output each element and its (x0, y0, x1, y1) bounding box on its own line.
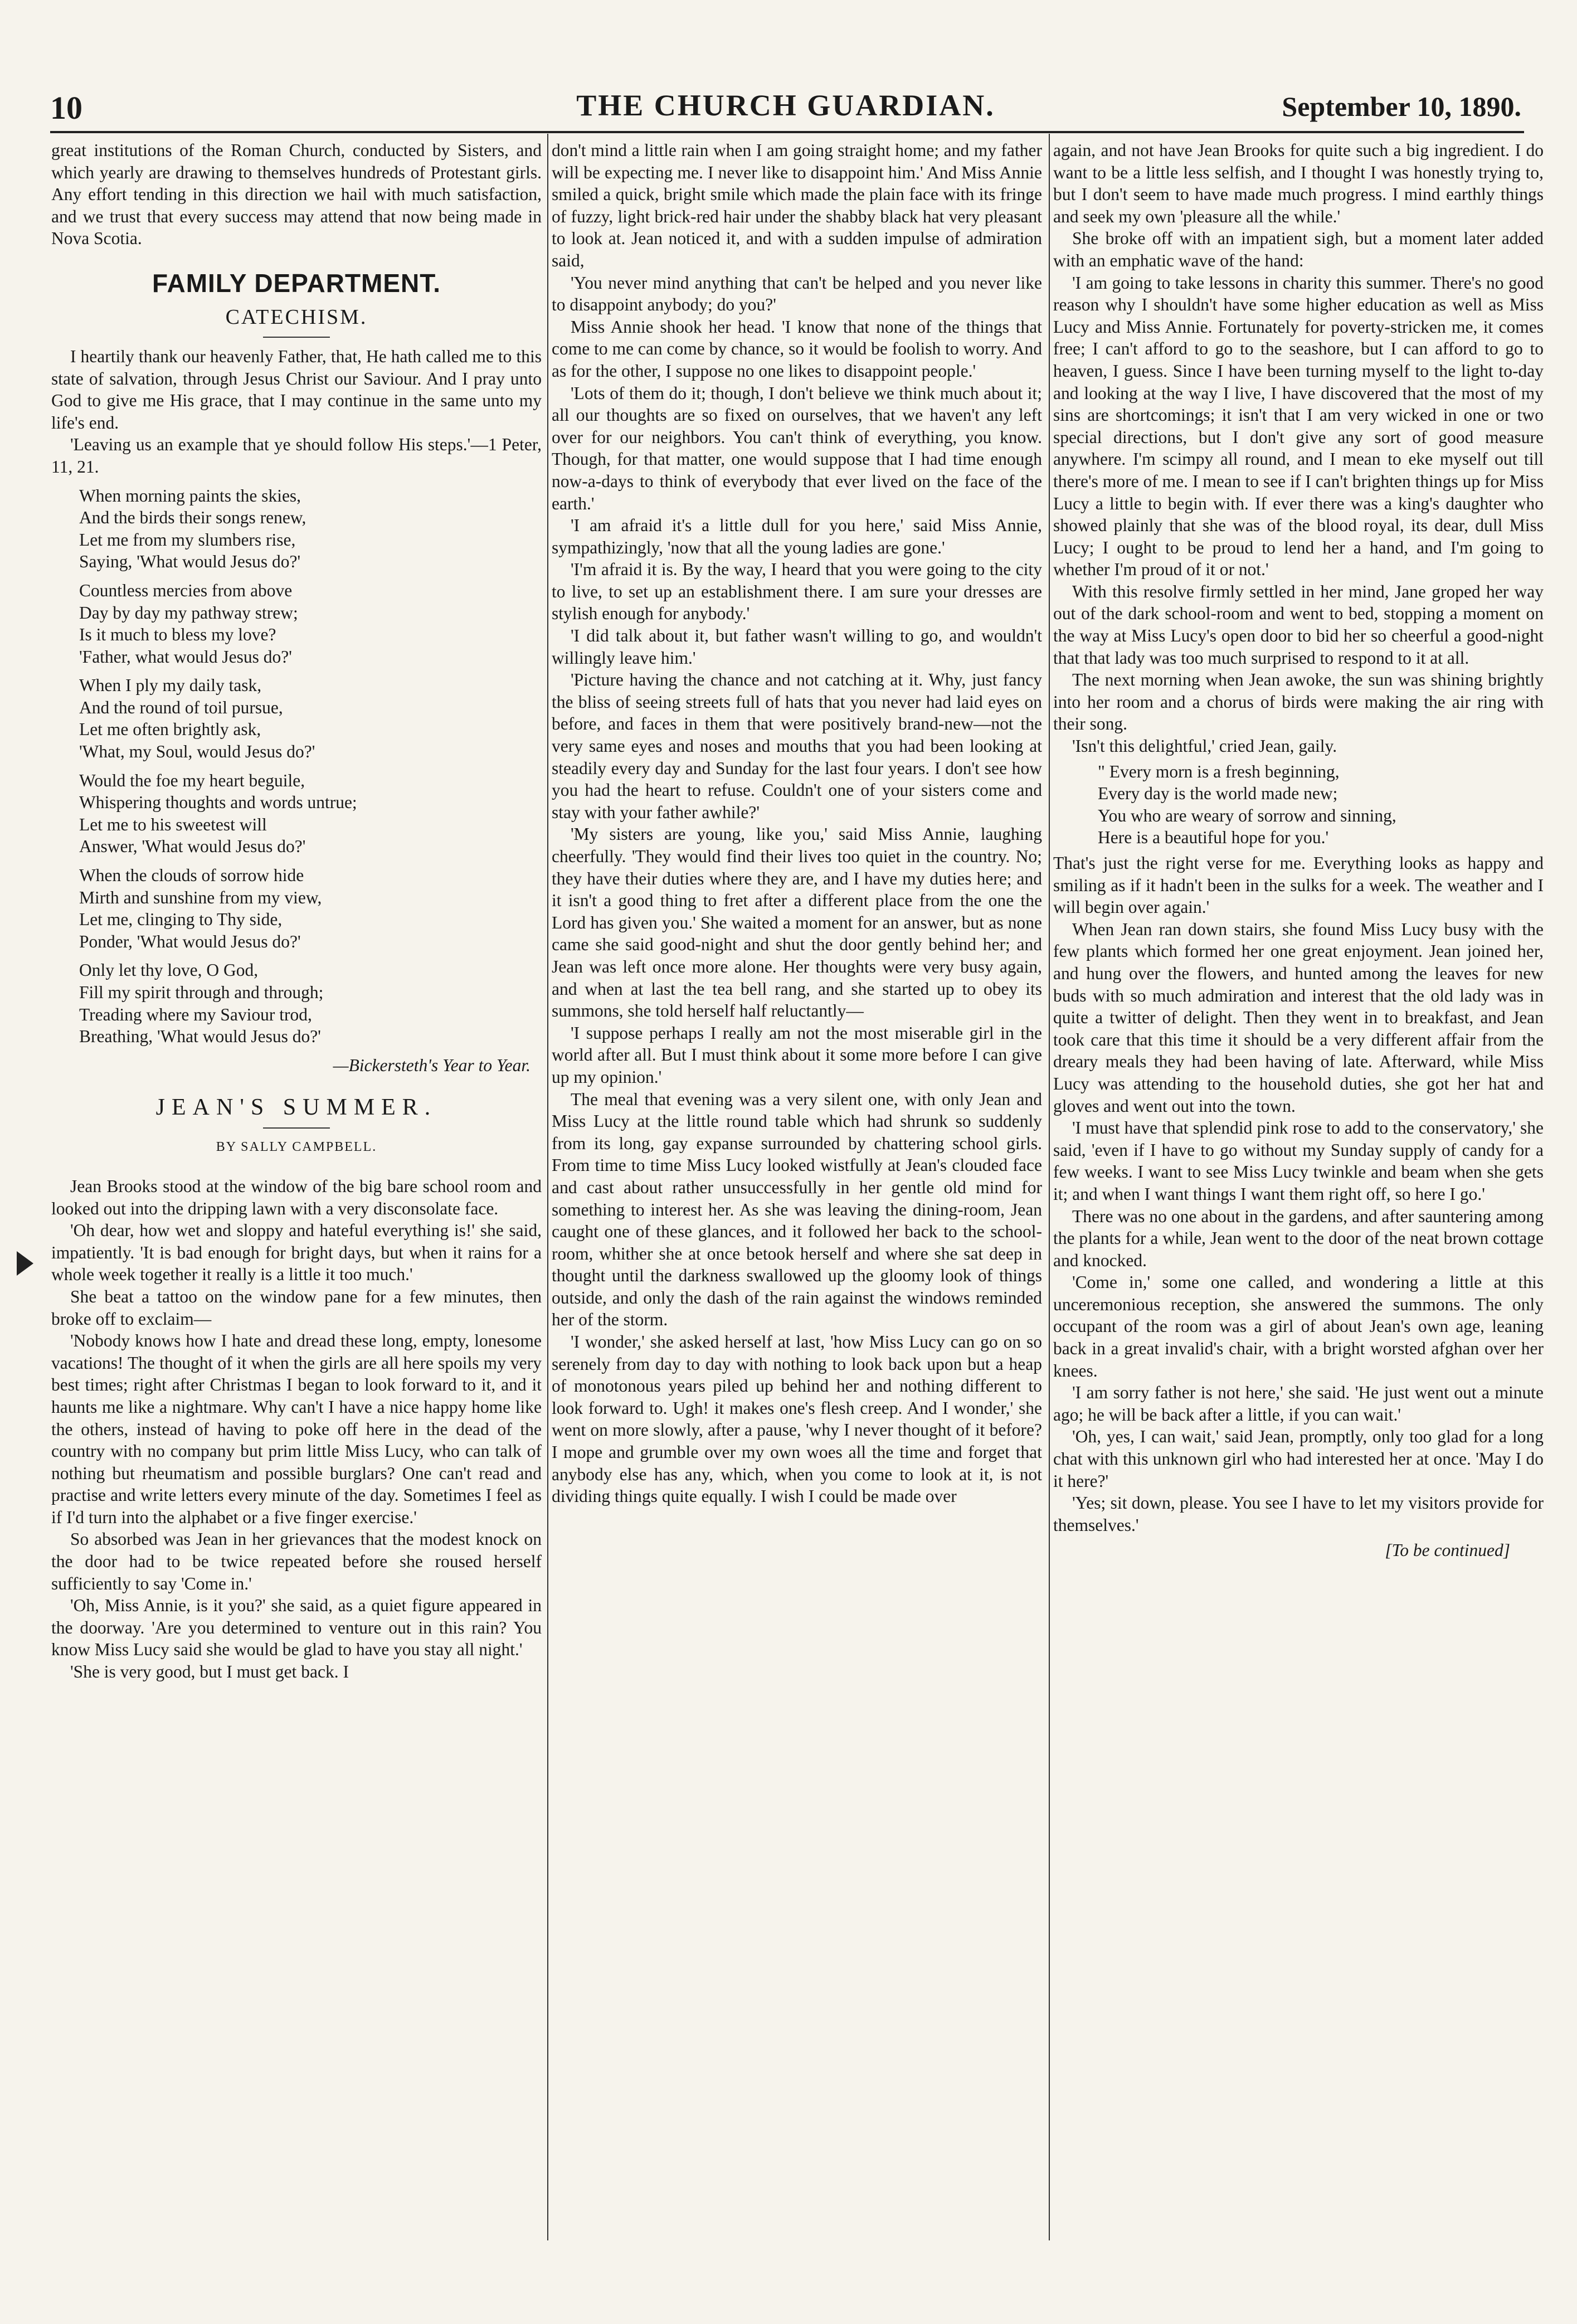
hymn (51, 485, 542, 1048)
verse-line: And the round of toil pursue, (79, 697, 283, 717)
masthead-title: THE CHURCH GUARDIAN. (576, 89, 995, 122)
verse-line: Is it much to bless my love? (79, 625, 276, 645)
verse-line: When I ply my daily task, (79, 675, 262, 696)
to-be-continued: [To be continued] (1385, 1540, 1510, 1560)
story-paragraph: She broke off with an impatient sigh, but a moment later added with an emphatic wave of the hand: (1053, 228, 1544, 270)
verse-line: Let me often brightly ask, (79, 719, 261, 740)
hymn-stanza (79, 580, 542, 668)
intro-paragraph: great institutions of the Roman Church, conducted by Sisters, and which yearly are drawing to themselves hundreds of Protestant girls. Any effort tending in this direction we hail with much satisfaction, and we trust that every success may attend that now being made in Nova Scotia. (51, 140, 542, 249)
story-paragraph: 'Nobody knows how I hate and dread these long, empty, lonesome vacations! The thought of it when the girls are all here spoils my very best times; right after Christmas I began to look forward to it, and it haunts me like a nightmare. Why can't I have a nice happy home like the others, instead of having to poke off here in the dead of the country with no company but prim little Miss Lucy, who can talk of nothing but rheumatism and possible burglars? One can't read and practise and write letters every minute of the day. Sometimes I feel as if I'd turn into the alphabet or a five finger exercise.' (51, 1331, 542, 1527)
verse-line: When morning paints the skies, (79, 485, 301, 505)
story-paragraph: 'You never mind anything that can't be helped and you never like to disappoint anybody; do you?' (552, 273, 1042, 315)
story-paragraph: Miss Annie shook her head. 'I know that none of the things that come to me can come by chance, so it would be foolish to worry. And as for the other, I suppose no one likes to disappoint people.' (552, 317, 1042, 381)
story-paragraph: She beat a tattoo on the window pane for a few minutes, then broke off to exclaim— (51, 1286, 542, 1329)
verse-line: You who are weary of sorrow and sinning, (1098, 805, 1396, 825)
story-paragraph: 'I must have that splendid pink rose to add to the conservatory,' she said, 'even if I have to go without my Sunday supply of candy for a few weeks. I want to see Miss Lucy twinkle and beam when she gets it; and when I want things I want them right off, so here I go.' (1053, 1118, 1544, 1204)
verse-line: Whispering thoughts and words untrue; (79, 793, 357, 813)
story-paragraph: The next morning when Jean awoke, the sun was shining brightly into her room and a chorus of birds were making the air ring with their song. (1053, 670, 1544, 734)
story-paragraph: So absorbed was Jean in her grievances that the modest knock on the door had to be twice repeated before she roused herself sufficiently to say 'Come in.' (51, 1529, 542, 1593)
story-part-1 (51, 1175, 542, 1683)
story-paragraph: don't mind a little rain when I am going straight home; and my father will be expecting me. I never like to disappoint him.' And Miss Annie smiled a quick, bright smile which made the plain face with its fringe of fuzzy, light brick-red hair under the shabby black hat very pleasant to look at. Jean noticed it, and with a sudden impulse of admiration said, (552, 140, 1042, 270)
hymn-stanza (79, 674, 542, 762)
quoted-verse (1098, 761, 1544, 849)
column-3 (1053, 139, 1544, 2252)
story-paragraph: 'Yes; sit down, please. You see I have to let my visitors provide for themselves.' (1053, 1493, 1544, 1535)
story-paragraph: 'My sisters are young, like you,' said Miss Annie, laughing cheerfully. 'They would find their lives too quiet in the country. No; they have their duties where they are, and I have my duties here; and it isn't a good thing to fret after a different place from the one the Lord has given you.' She waited a moment for an answer, but as none came she said good-night and shut the door gently behind her; and Jean was left once more alone. Her thoughts were very busy again, and when at last the tea bell rang, and she started up to obey its summons, she told herself half reluctantly— (552, 824, 1042, 1021)
verse-line: Mirth and sunshine from my view, (79, 887, 322, 907)
epigraph: 'Leaving us an example that ye should follow His steps.'—1 Peter, 11, 21. (51, 435, 542, 477)
story-paragraph: 'I am going to take lessons in charity this summer. There's no good reason why I shouldn't have some higher education as well as Miss Lucy and Miss Annie. Fortunately for poverty-stricken me, it comes free; I can't afford to go to the seashore, but I can afford to go to heaven, I guess. Since I have been turning myself to the light to-day and looking at the way I live, I have discovered that the most of my sins are shortcomings; it isn't that I am very wicked in one or two special directions, but I don't give any sort of good measure anywhere. I'm scimpy all round, and I mean to eke myself out till there's more of me. I mean to see if I can't brighten things up for Miss Lucy a little to begin with. If ever there was a king's daughter who showed plainly that she was of the blood royal, its dear, dull Miss Lucy; I ought to be proud to lend her a hand, and I'm going to whether I'm proud of it or not.' (1053, 273, 1544, 580)
story-paragraph: 'I suppose perhaps I really am not the most miserable girl in the world after all. But I must think about it some more before I can give up my opinion.' (552, 1023, 1042, 1087)
verse-line: Breathing, 'What would Jesus do?' (79, 1027, 321, 1047)
story-paragraph: 'I wonder,' she asked herself at last, 'how Miss Lucy can go on so serenely from day to day with nothing to look back upon but a heap of monotonous years piled up behind her and nothing different to look forward to. Ugh! it makes one's flesh creep. And I wonder,' she went on more slowly, after a pause, 'why I never thought of it before? I mope and grumble over my own woes all the time and forget that anybody else has any, which, when you come to look at it, is not dividing things quite equally. I wish I could be made over (552, 1332, 1042, 1506)
catechism-prayer: I heartily thank our heavenly Father, that, He hath called me to this state of salvation, through Jesus Christ our Saviour. And I pray unto God to give me His grace, that I may continue in the same unto my life's end. (51, 346, 542, 432)
story-part-3 (1053, 139, 1544, 757)
verse-line: When the clouds of sorrow hide (79, 866, 304, 886)
catechism-heading: CATECHISM. (225, 305, 368, 329)
story-paragraph: 'I'm afraid it is. By the way, I heard that you were going to the city to live, to set up an establishment there. I am sure your dresses are stylish enough for anybody.' (552, 560, 1042, 624)
verse-line: Saying, 'What would Jesus do?' (79, 552, 301, 572)
hymn-stanza (79, 485, 542, 573)
verse-line: Let me, clinging to Thy side, (79, 910, 283, 930)
story-paragraph: The meal that evening was a very silent one, with only Jean and Miss Lucy at the little round table which had shrunk so suddenly from its long, gay expanse surrounded by chattering school girls. From time to time Miss Lucy looked wistfully at Jean's clouded face and cast about rather unsuccessfully in her gentle old mind for something to interest her. As she was leaving the dining-room, Jean caught one of these glances, and it followed her back to the school-room, whither she at once betook herself and where she sat deep in thought until the darkness swallowed up the gloomy look of things outside, and only the dash of the rain against the windows reminded her of the storm. (552, 1089, 1042, 1330)
story-paragraph: 'Oh, yes, I can wait,' said Jean, promptly, only too glad for a long chat with this unknown girl who had interested her at once. 'May I do it here?' (1053, 1427, 1544, 1491)
verse-line: And the birds their songs renew, (79, 508, 306, 528)
verse-line: " Every morn is a fresh beginning, (1098, 761, 1340, 781)
verse-line: Day by day my pathway strew; (79, 602, 298, 623)
hymn-stanza (79, 770, 542, 858)
verse-line: Treading where my Saviour trod, (79, 1004, 312, 1024)
story-paragraph: 'Oh, Miss Annie, is it you?' she said, as a quiet figure appeared in the doorway. 'Are you determined to venture out in this rain? You know Miss Lucy said she would be glad to have you stay all night.' (51, 1596, 542, 1660)
column-2 (552, 139, 1042, 2252)
hymn-stanza (79, 959, 542, 1047)
story-part-4 (1053, 852, 1544, 1536)
story-paragraph: 'She is very good, but I must get back. I (70, 1662, 349, 1682)
divider (263, 337, 330, 338)
column-rule-2 (1049, 134, 1050, 2240)
verse-line: Countless mercies from above (79, 580, 293, 600)
story-paragraph: 'Lots of them do it; though, I don't believe we think much about it; all our thoughts are so fixed on ourselves, that we haven't any left over for our neighbors. You can't think of everything, you know. Though, for that matter, one would suppose that I had time enough now-a-days to think of everybody that ever lived on the face of the earth.' (552, 383, 1042, 513)
verse-line: Every day is the world made new; (1098, 784, 1338, 804)
story-part-2 (552, 139, 1042, 1508)
story-paragraph: That's just the right verse for me. Everything looks as happy and smiling as if it hadn't been in the sulks for a week. The weather and I will begin over again.' (1053, 853, 1544, 917)
story-byline: BY SALLY CAMPBELL. (216, 1140, 377, 1155)
page-number: 10 (50, 90, 82, 126)
story-paragraph: 'Isn't this delightful,' cried Jean, gaily. (1072, 736, 1337, 756)
verse-line: Answer, 'What would Jesus do?' (79, 837, 306, 857)
divider (263, 1127, 330, 1129)
hymn-credit: —Bickersteth's Year to Year. (333, 1055, 530, 1075)
header-rule (50, 131, 1524, 133)
verse-line: Ponder, 'What would Jesus do?' (79, 931, 301, 951)
story-title: JEAN'S SUMMER. (155, 1095, 437, 1121)
page-header (50, 84, 1521, 134)
column-rule-1 (547, 134, 548, 2240)
story-paragraph: 'I did talk about it, but father wasn't willing to go, and wouldn't willingly leave him.' (552, 626, 1042, 668)
verse-line: 'Father, what would Jesus do?' (79, 646, 292, 667)
story-paragraph: There was no one about in the gardens, and after sauntering among the plants for a while, Jean went to the door of the neat brown cottage and knocked. (1053, 1206, 1544, 1270)
verse-line: Here is a beautiful hope for you.' (1098, 828, 1329, 848)
verse-line: Only let thy love, O God, (79, 960, 259, 980)
story-paragraph: When Jean ran down stairs, she found Miss Lucy busy with the few plants which formed her one great enjoyment. Jean joined her, and hung over the flowers, and hunted among the leaves for new buds with so much admiration and interest that the old lady was in quite a twitter of delight. Then they went in to breakfast, and Jean took care that this time it should be a very different affair from the dreary meals they had been having of late. Afterward, while Miss Lucy was attending to the household duties, she got her hat and gloves and went out into the town. (1053, 919, 1544, 1116)
story-paragraph: With this resolve firmly settled in her mind, Jane groped her way out of the dark school-room and went to bed, stopping a moment on the way at Miss Lucy's open door to bid her so cheerful a good-night that that lady was too much surprised to respond to it at all. (1053, 581, 1544, 668)
story-paragraph: 'Come in,' some one called, and wondering a little at this unceremonious reception, she answered the summons. The only occupant of the room was a girl of about Jean's own age, leaning back in a great invalid's chair, with a bright worsted afghan over her knees. (1053, 1272, 1544, 1380)
verse-line: Fill my spirit through and through; (79, 983, 324, 1002)
margin-mark (17, 1251, 33, 1276)
verse-line: Would the foe my heart beguile, (79, 770, 305, 790)
verse-line: Let me to his sweetest will (79, 814, 267, 834)
story-paragraph: Jean Brooks stood at the window of the big bare school room and looked out into the dripping lawn with a very disconsolate face. (51, 1176, 542, 1218)
hymn-stanza (79, 864, 542, 952)
issue-date: September 10, 1890. (1282, 91, 1521, 122)
column-1 (51, 139, 542, 2252)
verse-line: Let me from my slumbers rise, (79, 529, 296, 550)
verse-line: 'What, my Soul, would Jesus do?' (79, 742, 315, 762)
story-paragraph: 'I am sorry father is not here,' she said. 'He just went out a minute ago; he will be back after a little, if you can wait.' (1053, 1383, 1544, 1424)
family-department-heading: FAMILY DEPARTMENT. (152, 268, 441, 298)
story-paragraph: 'I am afraid it's a little dull for you here,' said Miss Annie, sympathizingly, 'now that all the young ladies are gone.' (552, 516, 1042, 557)
story-paragraph: again, and not have Jean Brooks for quite such a big ingredient. I do want to be a little less selfish, and I thought I was honestly trying to, but I don't seem to have made much progress. I mind earthly things and seek my own 'pleasure all the while.' (1053, 140, 1544, 226)
story-paragraph: 'Picture having the chance and not catching at it. Why, just fancy the bliss of seeing streets full of hats that you never had laid eyes on before, and faces in them that were positively brand-new—not the very same eyes and noses and mouths that you had been looking at steadily every day and Sunday for the last four years. I don't see how you had the heart to refuse. Couldn't one of your sisters come and stay with your father awhile?' (552, 670, 1042, 822)
story-paragraph: 'Oh dear, how wet and sloppy and hateful everything is!' she said, impatiently. 'It is bad enough for bright days, but when it rains for a whole week together it really is a little it too much.' (51, 1221, 542, 1285)
